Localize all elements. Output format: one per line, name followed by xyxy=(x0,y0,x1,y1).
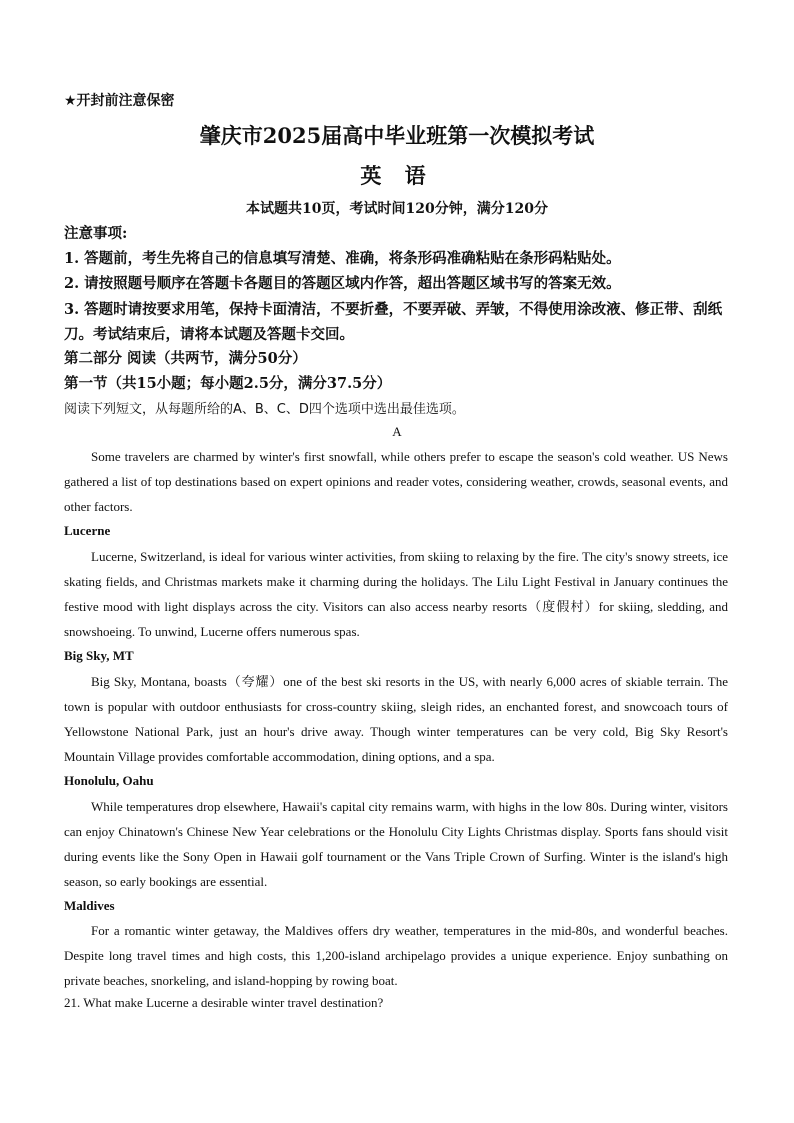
passage-label: A xyxy=(392,424,402,439)
section-text-lucerne: Lucerne, Switzerland, is ideal for various winter activities, from skiing to relaxing by the fire. The city's snowy streets, ice skating fields, and Christmas markets make it charming during the holidays. The Lilu Light Festival in January continues the festive mood with light displays across the city. Visitors can also access nearby resorts（度假村）for skiing, sledding, and snowshoeing. To unwind, Lucerne offers numerous spas. xyxy=(64,549,728,639)
confidential-notice: ★开封前注意保密 xyxy=(64,93,175,109)
section-heading-big-sky: Big Sky, MT xyxy=(64,648,134,663)
notice-item-3: 3. 答题时请按要求用笔，保持卡面清洁，不要折叠，不要弄破、弄皱，不得使用涂改液、修正带、刮纸刀。考试结束后，请将本试题及答题卡交回。 xyxy=(64,301,723,343)
exam-info: 本试题共10页，考试时间120分钟，满分120分 xyxy=(246,201,548,217)
section-text-big-sky: Big Sky, Montana, boasts（夸耀）one of the best ski resorts in the US, with nearly 6,000 acres of skiable terrain. The town is popular with outdoor enthusiasts for cross-country skiing, sleigh rides, an enchanted forest, and snowcoach tours of Yellowstone National Park, just an hour's drive away. Though winter temperatures can be very cold, Big Sky Resort's Mountain Village provides comfortable accommodation, dining options, and a spa. xyxy=(64,674,728,764)
section-text-maldives: For a romantic winter getaway, the Maldives offers dry weather, temperatures in the mid-80s, and wonderful beaches. Despite long travel times and high costs, this 1,200-island archipelago provides a unique experience. Enjoy sunbathing on private beaches, snorkeling, and island-hopping by rowing boat. xyxy=(64,923,728,988)
section-text-honolulu: While temperatures drop elsewhere, Hawaii's capital city remains warm, with highs in the low 80s. During winter, visitors can enjoy Chinatown's Chinese New Year celebrations or the Honolulu City Lights Christmas display. Sports fans should visit during events like the Sony Open in Hawaii golf tournament or the Vans Triple Crown of Surfing. Winter is the island's high season, so early bookings are essential. xyxy=(64,799,728,889)
question-21: 21. What make Lucerne a desirable winter travel destination? xyxy=(64,995,384,1010)
part-title: 第二部分 阅读（共两节，满分50分） xyxy=(64,350,307,367)
notice-item-1: 1. 答题前，考生先将自己的信息填写清楚、准确，将条形码准确粘贴在条形码粘贴处。 xyxy=(64,250,621,267)
section-heading-honolulu: Honolulu, Oahu xyxy=(64,773,154,788)
reading-instruction: 阅读下列短文，从每题所给的A、B、C、D四个选项中选出最佳选项。 xyxy=(64,402,465,417)
notice-heading: 注意事项: xyxy=(64,225,128,242)
notice-item-2: 2. 请按照题号顺序在答题卡各题目的答题区域内作答，超出答题区域书写的答案无效。 xyxy=(64,275,621,292)
exam-title: 肇庆市2025届高中毕业班第一次模拟考试 xyxy=(199,123,595,148)
subject-title: 英 语 xyxy=(360,163,434,188)
section-heading-lucerne: Lucerne xyxy=(64,523,111,538)
section-title: 第一节（共15小题；每小题2.5分，满分37.5分） xyxy=(64,375,392,392)
passage-intro: Some travelers are charmed by winter's first snowfall, while others prefer to escape the season's cold weather. US News gathered a list of top destinations based on expert opinions and reader votes, considering weather, crowds, seasonal events, and other factors. xyxy=(64,449,728,514)
section-heading-maldives: Maldives xyxy=(64,898,115,913)
